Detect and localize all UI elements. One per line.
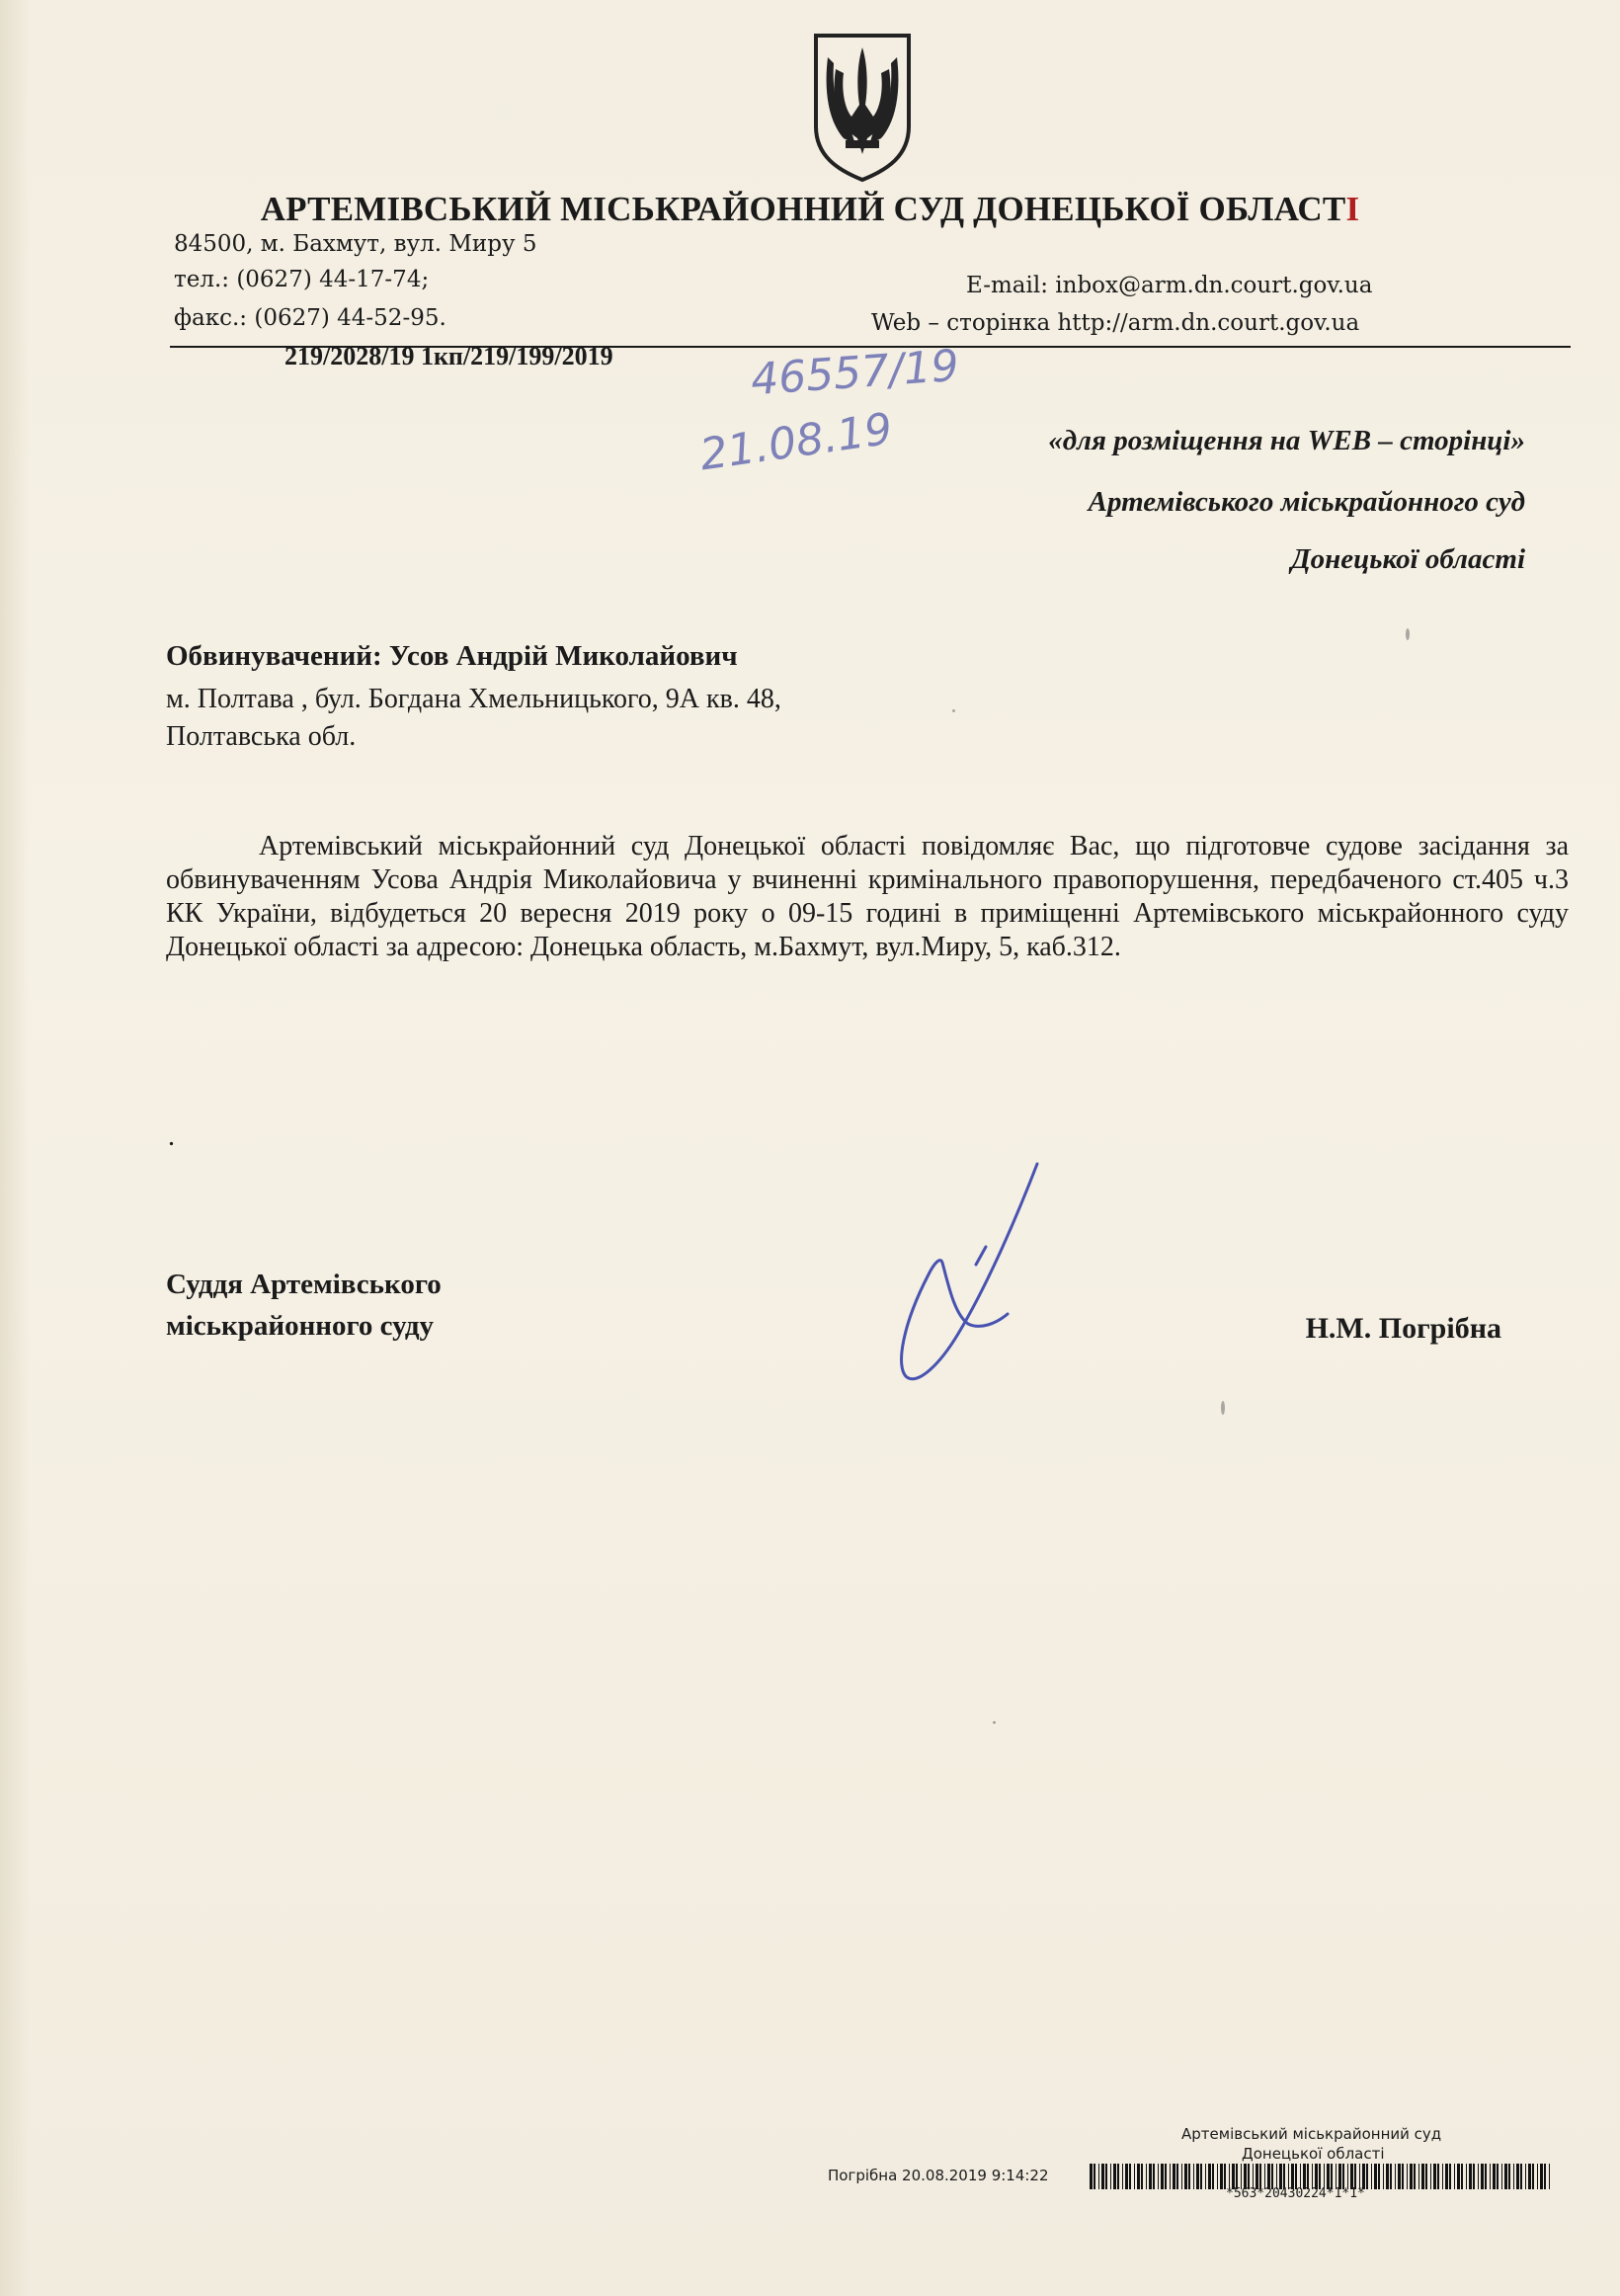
barcode-bar: [1098, 2164, 1099, 2189]
accused-address-line1: м. Полтава , бул. Богдана Хмельницького, 9А кв. 48,: [166, 684, 781, 714]
case-number: 219/2028/19 1кп/219/199/2019: [284, 342, 613, 370]
court-website: Web – сторінка http://arm.dn.court.gov.ua: [871, 310, 1360, 336]
barcode-bar: [1497, 2164, 1498, 2189]
barcode-bar: [1532, 2164, 1534, 2189]
barcode-bar: [1125, 2164, 1128, 2189]
barcode-bar: [1466, 2164, 1467, 2189]
barcode-bar: [1105, 2164, 1107, 2189]
handwritten-registration-number: 46557/19: [749, 340, 961, 406]
barcode-bar: [1445, 2164, 1448, 2189]
court-email: E-mail: inbox@arm.dn.court.gov.ua: [966, 273, 1373, 298]
court-title: [0, 190, 1620, 229]
barcode-bar: [1366, 2164, 1368, 2189]
barcode-bar: [1421, 2164, 1424, 2189]
web-note-line1: «для розміщення на WEB – сторінці»: [1048, 425, 1525, 456]
barcode-bar: [1212, 2164, 1214, 2189]
barcode-bar: [1149, 2164, 1152, 2189]
barcode-bar: [1508, 2164, 1510, 2189]
barcode-bar: [1485, 2164, 1487, 2189]
barcode-bar: [1501, 2164, 1502, 2189]
paper-edge-shadow: [0, 0, 30, 2296]
scan-speck: [1221, 1401, 1225, 1415]
barcode-bar: [1193, 2164, 1194, 2189]
barcode-bar: [1196, 2164, 1199, 2189]
scan-speck: [993, 1721, 996, 1724]
barcode-bar: [1493, 2164, 1496, 2189]
barcode-bar: [1513, 2164, 1514, 2189]
barcode-bar: [1383, 2164, 1384, 2189]
judge-label-line1: Суддя Артемівського: [166, 1269, 442, 1300]
barcode-bar: [1528, 2164, 1531, 2189]
barcode-bar: [1549, 2164, 1550, 2189]
barcode-bar: [1161, 2164, 1164, 2189]
court-address: 84500, м. Бахмут, вул. Миру 5: [174, 231, 537, 257]
barcode-bar: [1461, 2164, 1463, 2189]
barcode-bar: [1407, 2164, 1408, 2189]
barcode-bar: [1188, 2164, 1190, 2189]
judge-label-line2: міськрайонного суду: [166, 1310, 435, 1342]
barcode-bar: [1425, 2164, 1427, 2189]
barcode-bar: [1430, 2164, 1431, 2189]
scan-speck: [1406, 628, 1410, 640]
barcode-bar: [1122, 2164, 1123, 2189]
stamp-signer-timestamp: Погрібна 20.08.2019 9:14:22: [828, 2167, 1049, 2184]
barcode-bar: [1173, 2164, 1175, 2189]
barcode-bar: [1090, 2164, 1093, 2189]
barcode-bar: [1181, 2164, 1182, 2189]
barcode-bar: [1395, 2164, 1396, 2189]
barcode-bar: [1208, 2164, 1211, 2189]
trident-coat-of-arms-icon: [808, 30, 917, 184]
barcode-bar: [1110, 2164, 1111, 2189]
barcode-bar: [1146, 2164, 1147, 2189]
handwritten-signature: [869, 1156, 1067, 1393]
barcode-bar: [1113, 2164, 1116, 2189]
barcode-bar: [1402, 2164, 1404, 2189]
barcode-bar: [1205, 2164, 1206, 2189]
barcode-bar: [1410, 2164, 1413, 2189]
barcode-bar: [1437, 2164, 1439, 2189]
handwritten-date: 21.08.19: [696, 403, 896, 481]
stamp-court-region: Донецької області: [1242, 2145, 1385, 2163]
barcode-bar: [1134, 2164, 1135, 2189]
barcode-bar: [1094, 2164, 1095, 2189]
barcode-bar: [1537, 2164, 1538, 2189]
stamp-court-name: Артемівський міськрайонний суд: [1181, 2125, 1442, 2143]
barcode-bar: [1137, 2164, 1140, 2189]
barcode-bar: [1153, 2164, 1155, 2189]
barcode-bar: [1457, 2164, 1460, 2189]
barcode-bar: [1117, 2164, 1119, 2189]
barcode-bar: [1378, 2164, 1380, 2189]
barcode-bar: [1504, 2164, 1507, 2189]
notice-paragraph: Артемівський міськрайонний суд Донецької області повідомляє Вас, що підготовче судове засідання за обвинуваченням Усова Андрія Миколайовича у вчиненні кримінального правопорушення, передбаченого ст.405 ч.3 КК України, відбудеться 20 вересня 2019 року о 09-15 годині в приміщенні Артемівського міськрайонного суду Донецької області за адресою: Донецька область, м.Бахмут, вул.Миру, 5, каб.312.: [166, 831, 1569, 962]
barcode-bar: [1449, 2164, 1451, 2189]
barcode-bar: [1478, 2164, 1479, 2189]
court-fax: факс.: (0627) 44-52-95.: [174, 305, 446, 331]
barcode-bar: [1516, 2164, 1519, 2189]
barcode-bar: [1386, 2164, 1389, 2189]
barcode-bar: [1544, 2164, 1546, 2189]
barcode-bar: [1418, 2164, 1419, 2189]
barcode-bar: [1200, 2164, 1202, 2189]
barcode-text: *563*20430224*1*1*: [1226, 2186, 1365, 2201]
barcode-bar: [1540, 2164, 1543, 2189]
stray-dot: .: [168, 1121, 175, 1152]
barcode-bar: [1390, 2164, 1392, 2189]
barcode-bar: [1490, 2164, 1491, 2189]
barcode-bar: [1454, 2164, 1455, 2189]
accused-address-line2: Полтавська обл.: [166, 721, 357, 752]
barcode-bar: [1170, 2164, 1171, 2189]
barcode-bar: [1141, 2164, 1143, 2189]
scan-speck: [952, 709, 955, 712]
barcode-bar: [1184, 2164, 1187, 2189]
web-note-line2: Артемівського міськрайонного суд: [1088, 486, 1525, 518]
barcode-bar: [1398, 2164, 1401, 2189]
barcode-bar: [1469, 2164, 1472, 2189]
barcode-bar: [1525, 2164, 1526, 2189]
barcode-bar: [1433, 2164, 1436, 2189]
barcode-bar: [1129, 2164, 1131, 2189]
barcode-bar: [1158, 2164, 1159, 2189]
court-phone: тел.: (0627) 44-17-74;: [174, 267, 430, 292]
barcode-bar: [1414, 2164, 1416, 2189]
barcode-bar: [1374, 2164, 1377, 2189]
court-title-main: АРТЕМІВСЬКИЙ МІСЬКРАЙОННИЙ СУД ДОНЕЦЬКОЇ ОБЛАСТ: [260, 190, 1346, 228]
web-note-line3: Донецької області: [1290, 543, 1525, 575]
barcode-bar: [1371, 2164, 1372, 2189]
barcode-bar: [1176, 2164, 1178, 2189]
accused-title: Обвинувачений: Усов Андрій Миколайович: [166, 640, 738, 672]
barcode-bar: [1165, 2164, 1167, 2189]
barcode-bar: [1442, 2164, 1443, 2189]
barcode-bar: [1220, 2164, 1223, 2189]
judge-name: Н.М. Погрібна: [1305, 1312, 1501, 1345]
barcode-bar: [1473, 2164, 1475, 2189]
barcode-bar: [1481, 2164, 1484, 2189]
barcode-bar: [1520, 2164, 1522, 2189]
barcode-bar: [1217, 2164, 1218, 2189]
barcode-bar: [1101, 2164, 1104, 2189]
court-title-last-letter: І: [1345, 190, 1360, 228]
